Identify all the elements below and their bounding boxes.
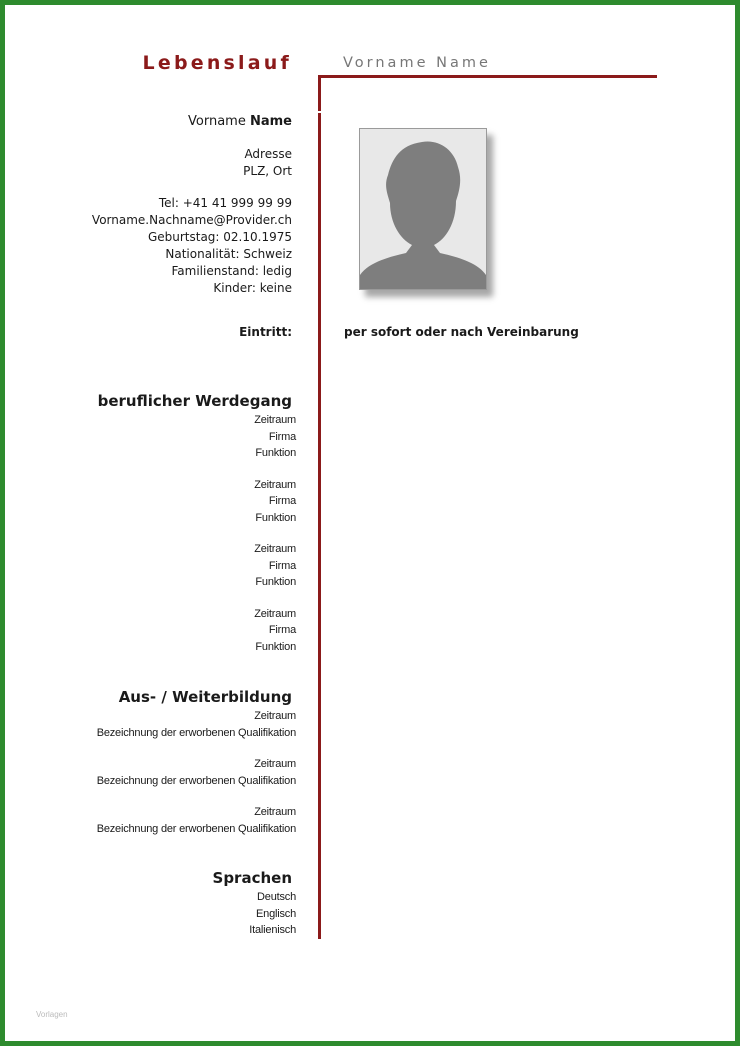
career-entry bbox=[254, 541, 296, 591]
career-list bbox=[254, 412, 296, 655]
photo-placeholder bbox=[359, 128, 487, 290]
career-period: Zeitraum bbox=[254, 607, 296, 620]
marital-status: Familienstand: ledig bbox=[171, 264, 292, 278]
language-item: Englisch bbox=[256, 907, 296, 920]
language-item: Italienisch bbox=[249, 924, 296, 936]
header-rule-corner bbox=[318, 75, 321, 111]
career-company: Firma bbox=[268, 495, 296, 507]
entry-value: per sofort oder nach Vereinbarung bbox=[344, 325, 579, 339]
email: Vorname.Nachname@Provider.ch bbox=[91, 213, 292, 227]
career-entry bbox=[254, 477, 296, 527]
footer-watermark: Vorlagen bbox=[36, 1010, 68, 1019]
entry-label: Eintritt: bbox=[239, 325, 292, 339]
career-period: Zeitraum bbox=[254, 543, 296, 555]
education-qualification: Bezeichnung der erworbenen Qualifikation bbox=[96, 774, 296, 787]
language-item: Deutsch bbox=[257, 891, 296, 903]
career-company: Firma bbox=[268, 624, 296, 636]
phone: Tel: +41 41 999 99 99 bbox=[158, 196, 292, 210]
education-heading: Aus- / Weiterbildung bbox=[118, 688, 292, 706]
birthday: Geburtstag: 02.10.1975 bbox=[147, 230, 292, 244]
career-role: Funktion bbox=[255, 511, 296, 524]
header-name: Vorname Name bbox=[343, 55, 491, 71]
career-entry bbox=[254, 412, 296, 462]
education-entry bbox=[97, 708, 296, 741]
languages-heading: Sprachen bbox=[212, 869, 292, 887]
education-entry bbox=[97, 756, 296, 789]
career-period: Zeitraum bbox=[254, 478, 296, 491]
document-title: Lebenslauf bbox=[142, 52, 292, 74]
education-list bbox=[97, 708, 296, 837]
first-name: Vorname bbox=[188, 114, 246, 129]
career-role: Funktion bbox=[255, 576, 296, 588]
career-role: Funktion bbox=[255, 447, 296, 459]
career-role: Funktion bbox=[255, 640, 296, 653]
address: Adresse bbox=[244, 147, 292, 161]
nationality: Nationalität: Schweiz bbox=[165, 247, 292, 261]
children: Kinder: keine bbox=[213, 281, 292, 295]
contact-spacer bbox=[92, 180, 292, 195]
education-qualification: Bezeichnung der erworbenen Qualifikation bbox=[96, 726, 296, 739]
languages-list bbox=[249, 889, 296, 939]
education-entry bbox=[97, 804, 296, 837]
person-silhouette-icon bbox=[360, 129, 486, 289]
career-company: Firma bbox=[268, 430, 296, 443]
career-heading: beruflicher Werdegang bbox=[97, 392, 292, 410]
vertical-divider bbox=[318, 113, 321, 939]
last-name: Name bbox=[249, 114, 292, 129]
full-name bbox=[188, 114, 292, 129]
header-rule bbox=[318, 75, 657, 78]
education-qualification: Bezeichnung der erworbenen Qualifikation bbox=[96, 822, 296, 835]
contact-block bbox=[92, 146, 292, 297]
education-period: Zeitraum bbox=[254, 710, 296, 722]
career-company: Firma bbox=[268, 559, 296, 572]
education-period: Zeitraum bbox=[254, 758, 296, 770]
education-period: Zeitraum bbox=[254, 806, 296, 818]
career-entry bbox=[254, 606, 296, 656]
career-period: Zeitraum bbox=[254, 414, 296, 426]
city: PLZ, Ort bbox=[243, 164, 292, 178]
